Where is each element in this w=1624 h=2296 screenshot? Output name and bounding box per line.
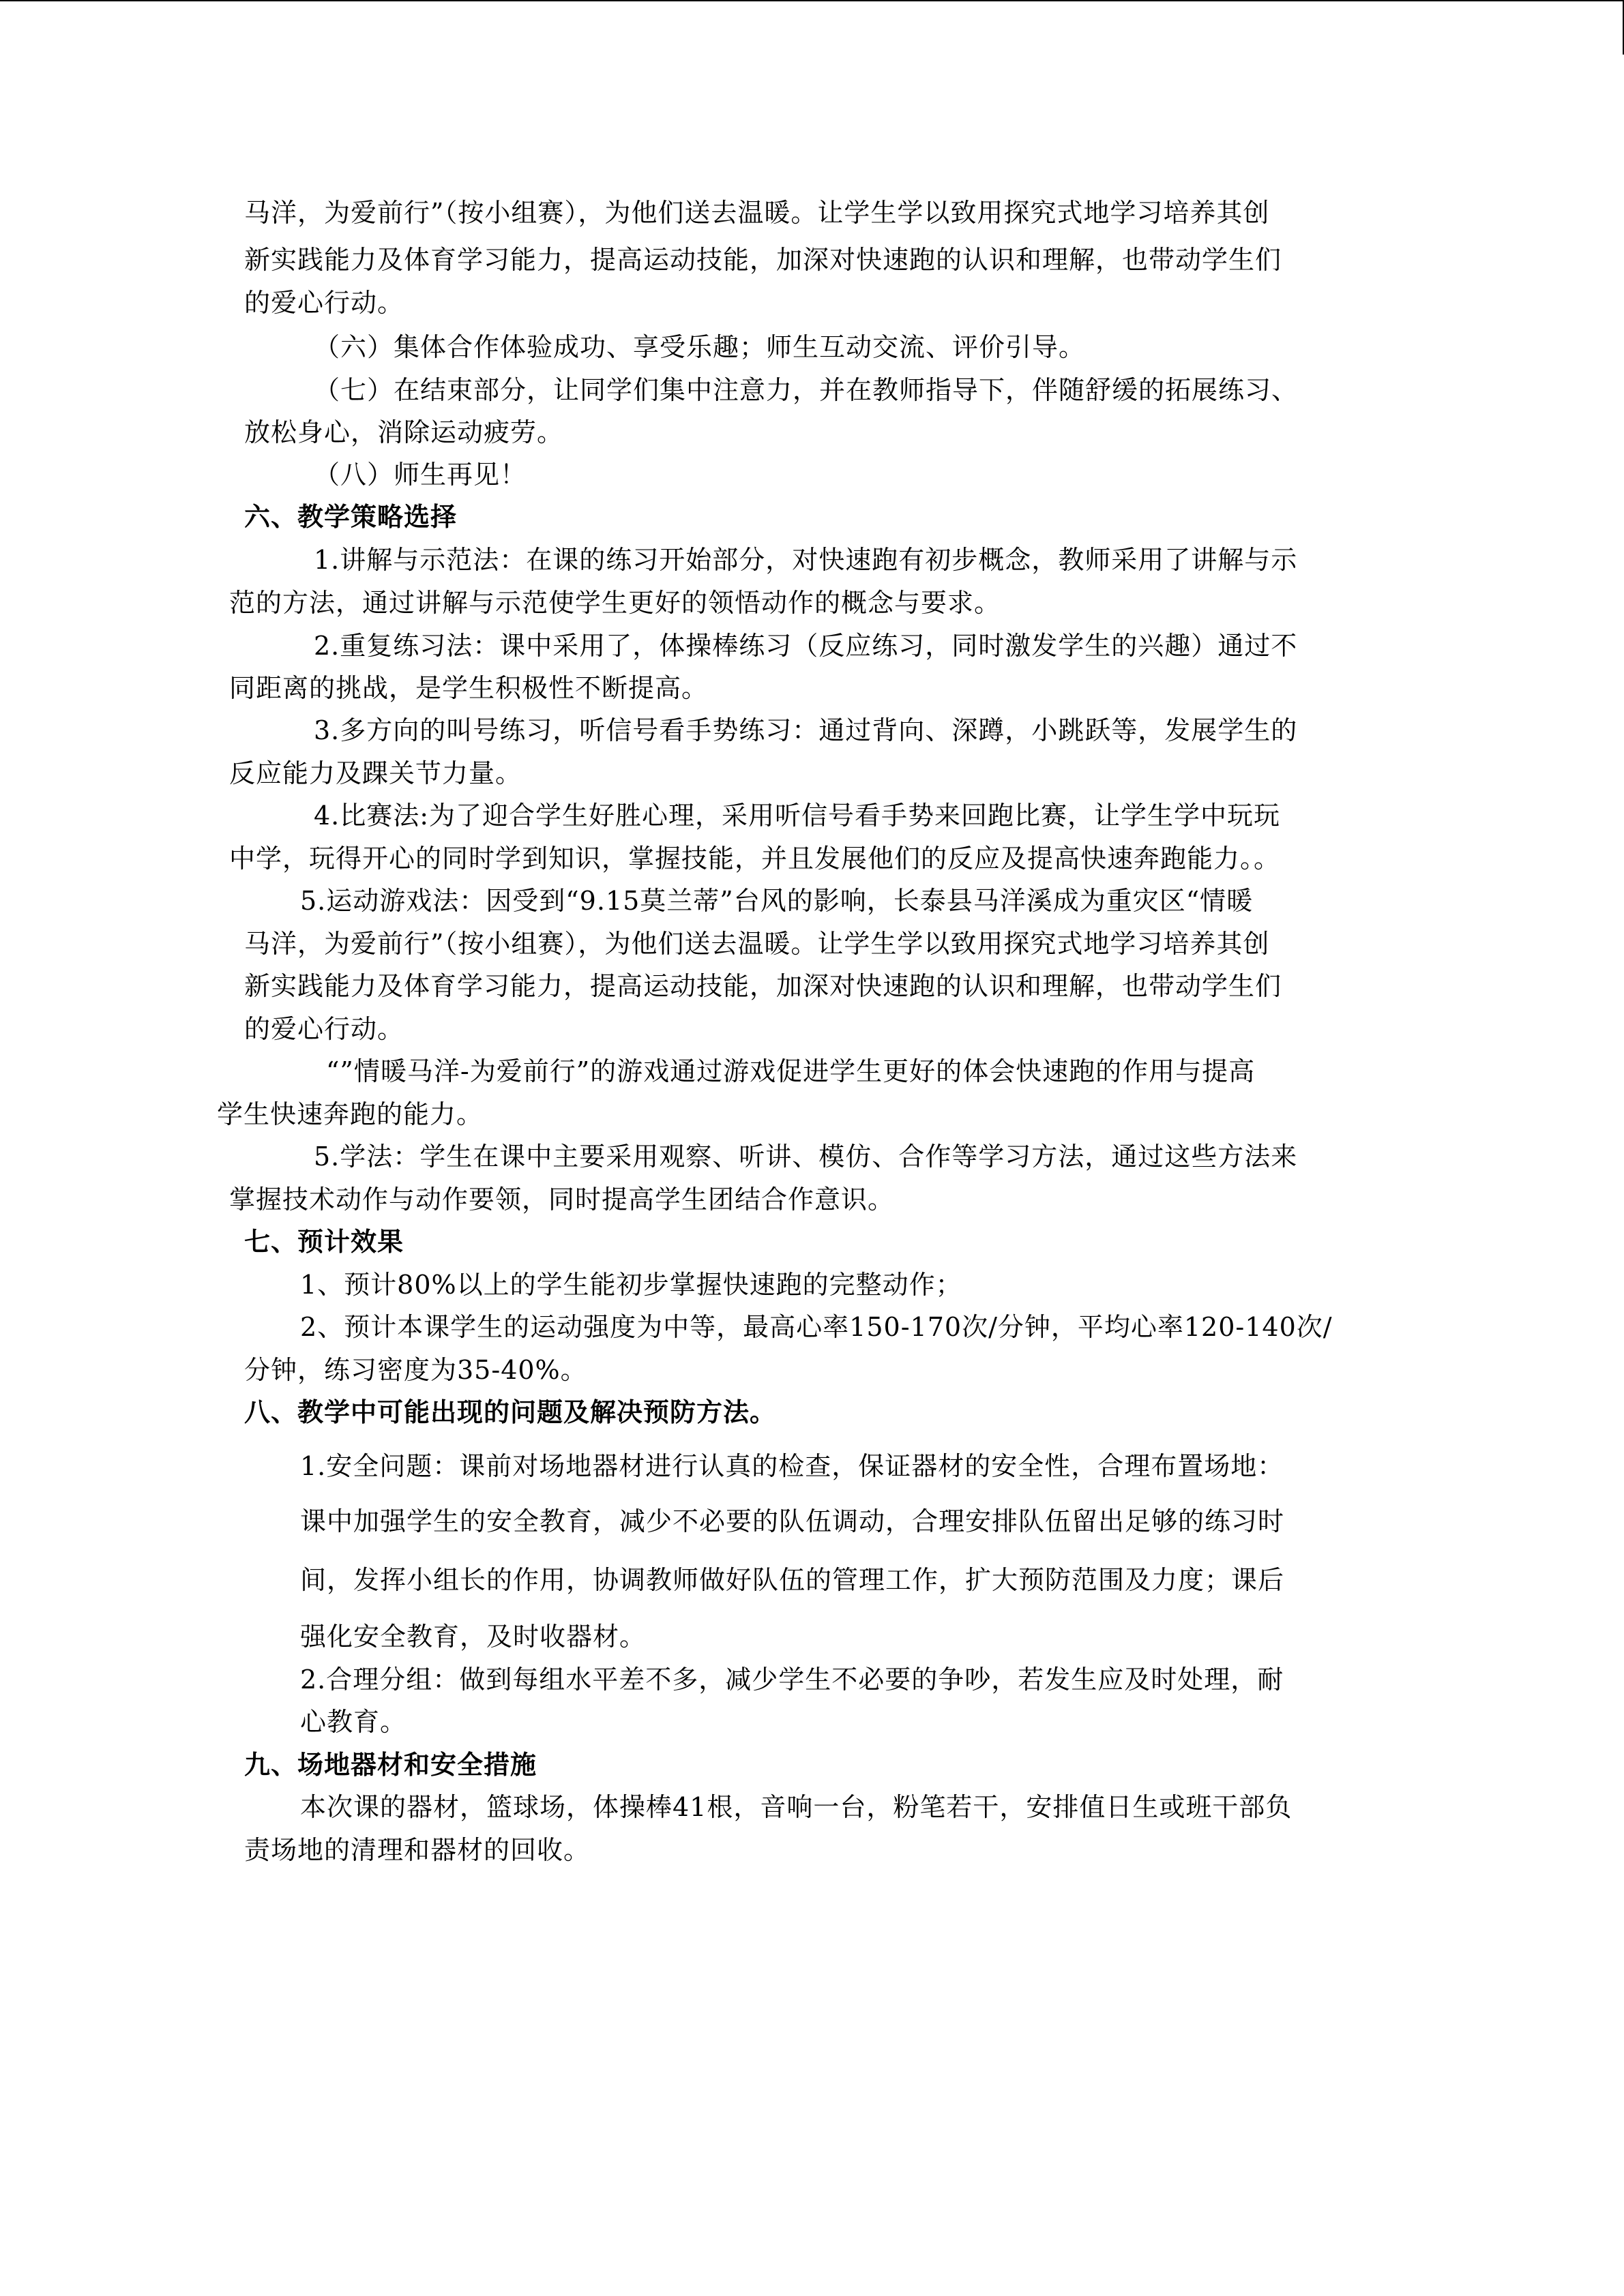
text-line: 2、预计本课学生的运动强度为中等，最高心率150-170次/分钟，平均心率120-140次/ [300,1312,1333,1342]
text-line: 责场地的清理和器材的回收。 [244,1835,591,1865]
text-line: 掌握技术动作与动作要领，同时提高学生团结合作意识。 [229,1184,895,1214]
text-line: 的爱心行动。 [244,288,404,318]
text-line: 反应能力及踝关节力量。 [229,758,522,788]
text-line: 4.比赛法:为了迎合学生好胜心理，采用听信号看手势来回跑比赛，让学生学中玩玩 [314,801,1281,831]
text-line: 的爱心行动。 [244,1014,404,1044]
text-line: “”情暖马洋-为爱前行”的游戏通过游戏促进学生更好的体会快速跑的作用与提高 [326,1056,1256,1086]
text-line: 3.多方向的叫号练习，听信号看手势练习：通过背向、深蹲，小跳跃等，发展学生的 [314,715,1298,745]
text-line: （六）集体合作体验成功、享受乐趣；师生互动交流、评价引导。 [314,332,1086,362]
text-line: 同距离的挑战，是学生积极性不断提高。 [229,673,709,703]
text-line: 1、预计80%以上的学生能初步掌握快速跑的完整动作； [300,1270,962,1300]
text-line: 2.合理分组：做到每组水平差不多，减少学生不必要的争吵，若发生应及时处理，耐 [300,1665,1284,1695]
text-line: 学生快速奔跑的能力。 [217,1099,484,1129]
text-line: 强化安全教育，及时收器材。 [300,1622,647,1652]
section-heading: 七、预计效果 [244,1226,404,1257]
text-line: 1.安全问题：课前对场地器材进行认真的检查，保证器材的安全性，合理布置场地： [300,1451,1284,1481]
text-line: 2.重复练习法：课中采用了，体操棒练习（反应练习，同时激发学生的兴趣）通过不 [314,631,1298,661]
section-heading: 九、场地器材和安全措施 [244,1749,537,1780]
text-line: 5.学法：学生在课中主要采用观察、听讲、模仿、合作等学习方法，通过这些方法来 [314,1142,1298,1172]
text-line: 1.讲解与示范法：在课的练习开始部分，对快速跑有初步概念，教师采用了讲解与示 [314,545,1298,575]
text-line: 课中加强学生的安全教育，减少不必要的队伍调动，合理安排队伍留出足够的练习时 [300,1506,1285,1536]
text-line: 马洋，为爱前行”（按小组赛），为他们送去温暖。让学生学以致用探究式地学习培养其创 [244,198,1270,228]
text-line: 新实践能力及体育学习能力，提高运动技能，加深对快速跑的认识和理解，也带动学生们 [244,971,1282,1001]
text-line: （八）师生再见！ [314,460,527,490]
text-line: （七）在结束部分，让同学们集中注意力，并在教师指导下，伴随舒缓的拓展练习、 [314,375,1299,405]
text-line: 马洋，为爱前行”（按小组赛），为他们送去温暖。让学生学以致用探究式地学习培养其创 [244,929,1270,959]
text-line: 5.运动游戏法：因受到“9.15莫兰蒂”台风的影响，长泰县马洋溪成为重灾区“情暖 [300,886,1254,916]
text-line: 新实践能力及体育学习能力，提高运动技能，加深对快速跑的认识和理解，也带动学生们 [244,245,1282,275]
text-line: 范的方法，通过讲解与示范使学生更好的领悟动作的概念与要求。 [229,588,1001,618]
section-heading: 六、教学策略选择 [244,501,458,532]
text-line: 心教育。 [300,1707,407,1737]
section-heading: 八、教学中可能出现的问题及解决预防方法。 [244,1397,777,1427]
text-line: 放松身心，消除运动疲劳。 [244,417,564,447]
page-top-border [0,0,1624,1]
text-line: 本次课的器材，篮球场，体操棒41根，音响一台，粉笔若干，安排值日生或班干部负 [300,1792,1293,1822]
text-line: 分钟，练习密度为35-40%。 [244,1355,587,1385]
text-line: 间，发挥小组长的作用，协调教师做好队伍的管理工作，扩大预防范围及力度；课后 [300,1565,1285,1595]
text-line: 中学，玩得开心的同时学到知识，掌握技能，并且发展他们的反应及提高快速奔跑能力。。 [229,844,1281,874]
